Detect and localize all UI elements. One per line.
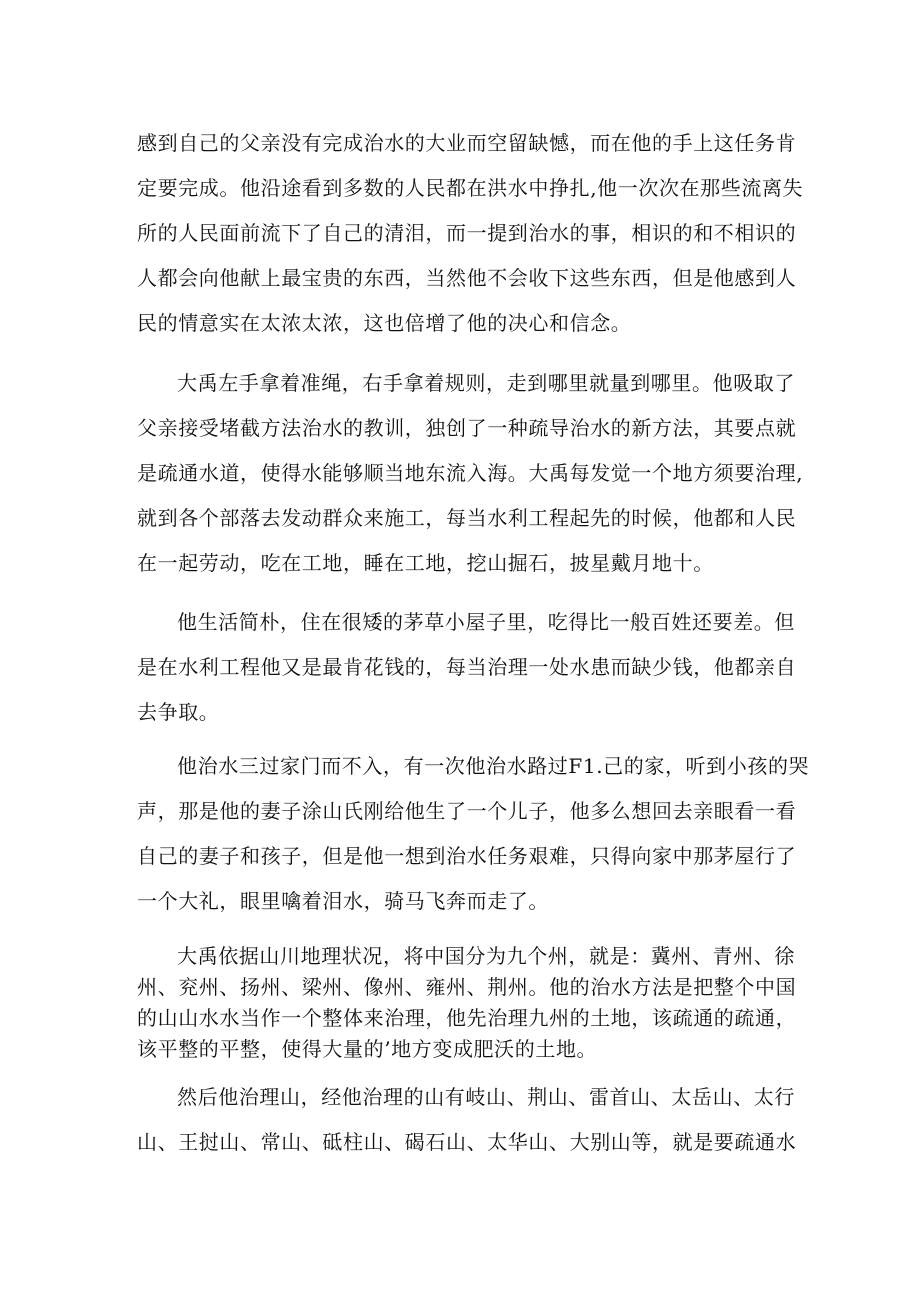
paragraph-line: 该平整的平整，使得大量的’地方变成肥沃的土地。 [137, 1037, 598, 1061]
paragraph-line: 他治水三过家门而不入，有一次他治水路过F1.己的家，听到小孩的哭 [177, 754, 810, 778]
paragraph-5 [137, 941, 797, 1065]
paragraph-line: 然后他治理山，经他治理的山有岐山、荆山、雷首山、太岳山、太行 [177, 1085, 795, 1109]
paragraph-line: 父亲接受堵截方法治水的教训，独创了一种疏导治水的新方法，其要点就 [137, 416, 797, 440]
paragraph-2 [137, 361, 804, 586]
paragraph-line: 一个大礼，眼里噙着泪水，骑马飞奔而走了。 [137, 889, 549, 913]
paragraph-line: 所的人民面前流下了自己的清泪，而一提到治水的事，相识的和不相识的 [137, 221, 797, 245]
paragraph-3 [137, 600, 797, 735]
paragraph-1 [137, 121, 804, 346]
paragraph-line: 大禹左手拿着准绳，右手拿着规则，走到哪里就量到哪里。他吸取了 [177, 371, 795, 395]
paragraph-line: 的山山水水当作一个整体来治理，他先治理九州的土地，该疏通的疏通， [137, 1006, 797, 1030]
paragraph-line: 州、兖州、扬州、梁州、像州、雍州、荆州。他的治水方法是把整个中国 [137, 975, 797, 999]
paragraph-line: 他生活简朴，住在很矮的茅草小屋子里，吃得比一般百姓还要差。但 [177, 610, 795, 634]
paragraph-line: 自己的妻子和孩子，但是他一想到治水任务艰难，只得向家中那茅屋行了 [137, 844, 797, 868]
paragraph-line: 声，那是他的妻子涂山氏刚给他生了一个儿子，他多么想回去亲眼看一看 [137, 799, 797, 823]
paragraph-line: 在一起劳动，吃在工地，睡在工地，挖山掘石，披星戴月地十。 [137, 551, 714, 575]
paragraph-line: 定要完成。他沿途看到多数的人民都在洪水中挣扎,他一次次在那些流离失 [137, 176, 804, 200]
paragraph-line: 去争取。 [137, 700, 220, 724]
paragraph-6 [137, 1075, 797, 1165]
paragraph-line: 民的情意实在太浓太浓，这也倍增了他的决心和信念。 [137, 311, 632, 335]
paragraph-line: 就到各个部落去发动群众来施工，每当水利工程起先的时候，他都和人民 [137, 506, 797, 530]
paragraph-4 [137, 744, 810, 924]
paragraph-line: 是疏通水道，使得水能够顺当地东流入海。大禹每发觉一个地方须要治理, [137, 461, 804, 485]
paragraph-line: 大禹依据山川地理状况，将中国分为九个州，就是：冀州、青州、徐 [177, 944, 795, 968]
paragraph-line: 感到自己的父亲没有完成治水的大业而空留缺憾，而在他的手上这任务肯 [137, 131, 797, 155]
paragraph-line: 是在水利工程他又是最肯花钱的，每当治理一处水患而缺少钱，他都亲自 [137, 655, 797, 679]
paragraph-line: 人都会向他献上最宝贵的东西，当然他不会收下这些东西，但是他感到人 [137, 266, 797, 290]
paragraph-line: 山、王挝山、常山、砥柱山、碣石山、太华山、大别山等，就是要疏通水 [137, 1130, 797, 1154]
